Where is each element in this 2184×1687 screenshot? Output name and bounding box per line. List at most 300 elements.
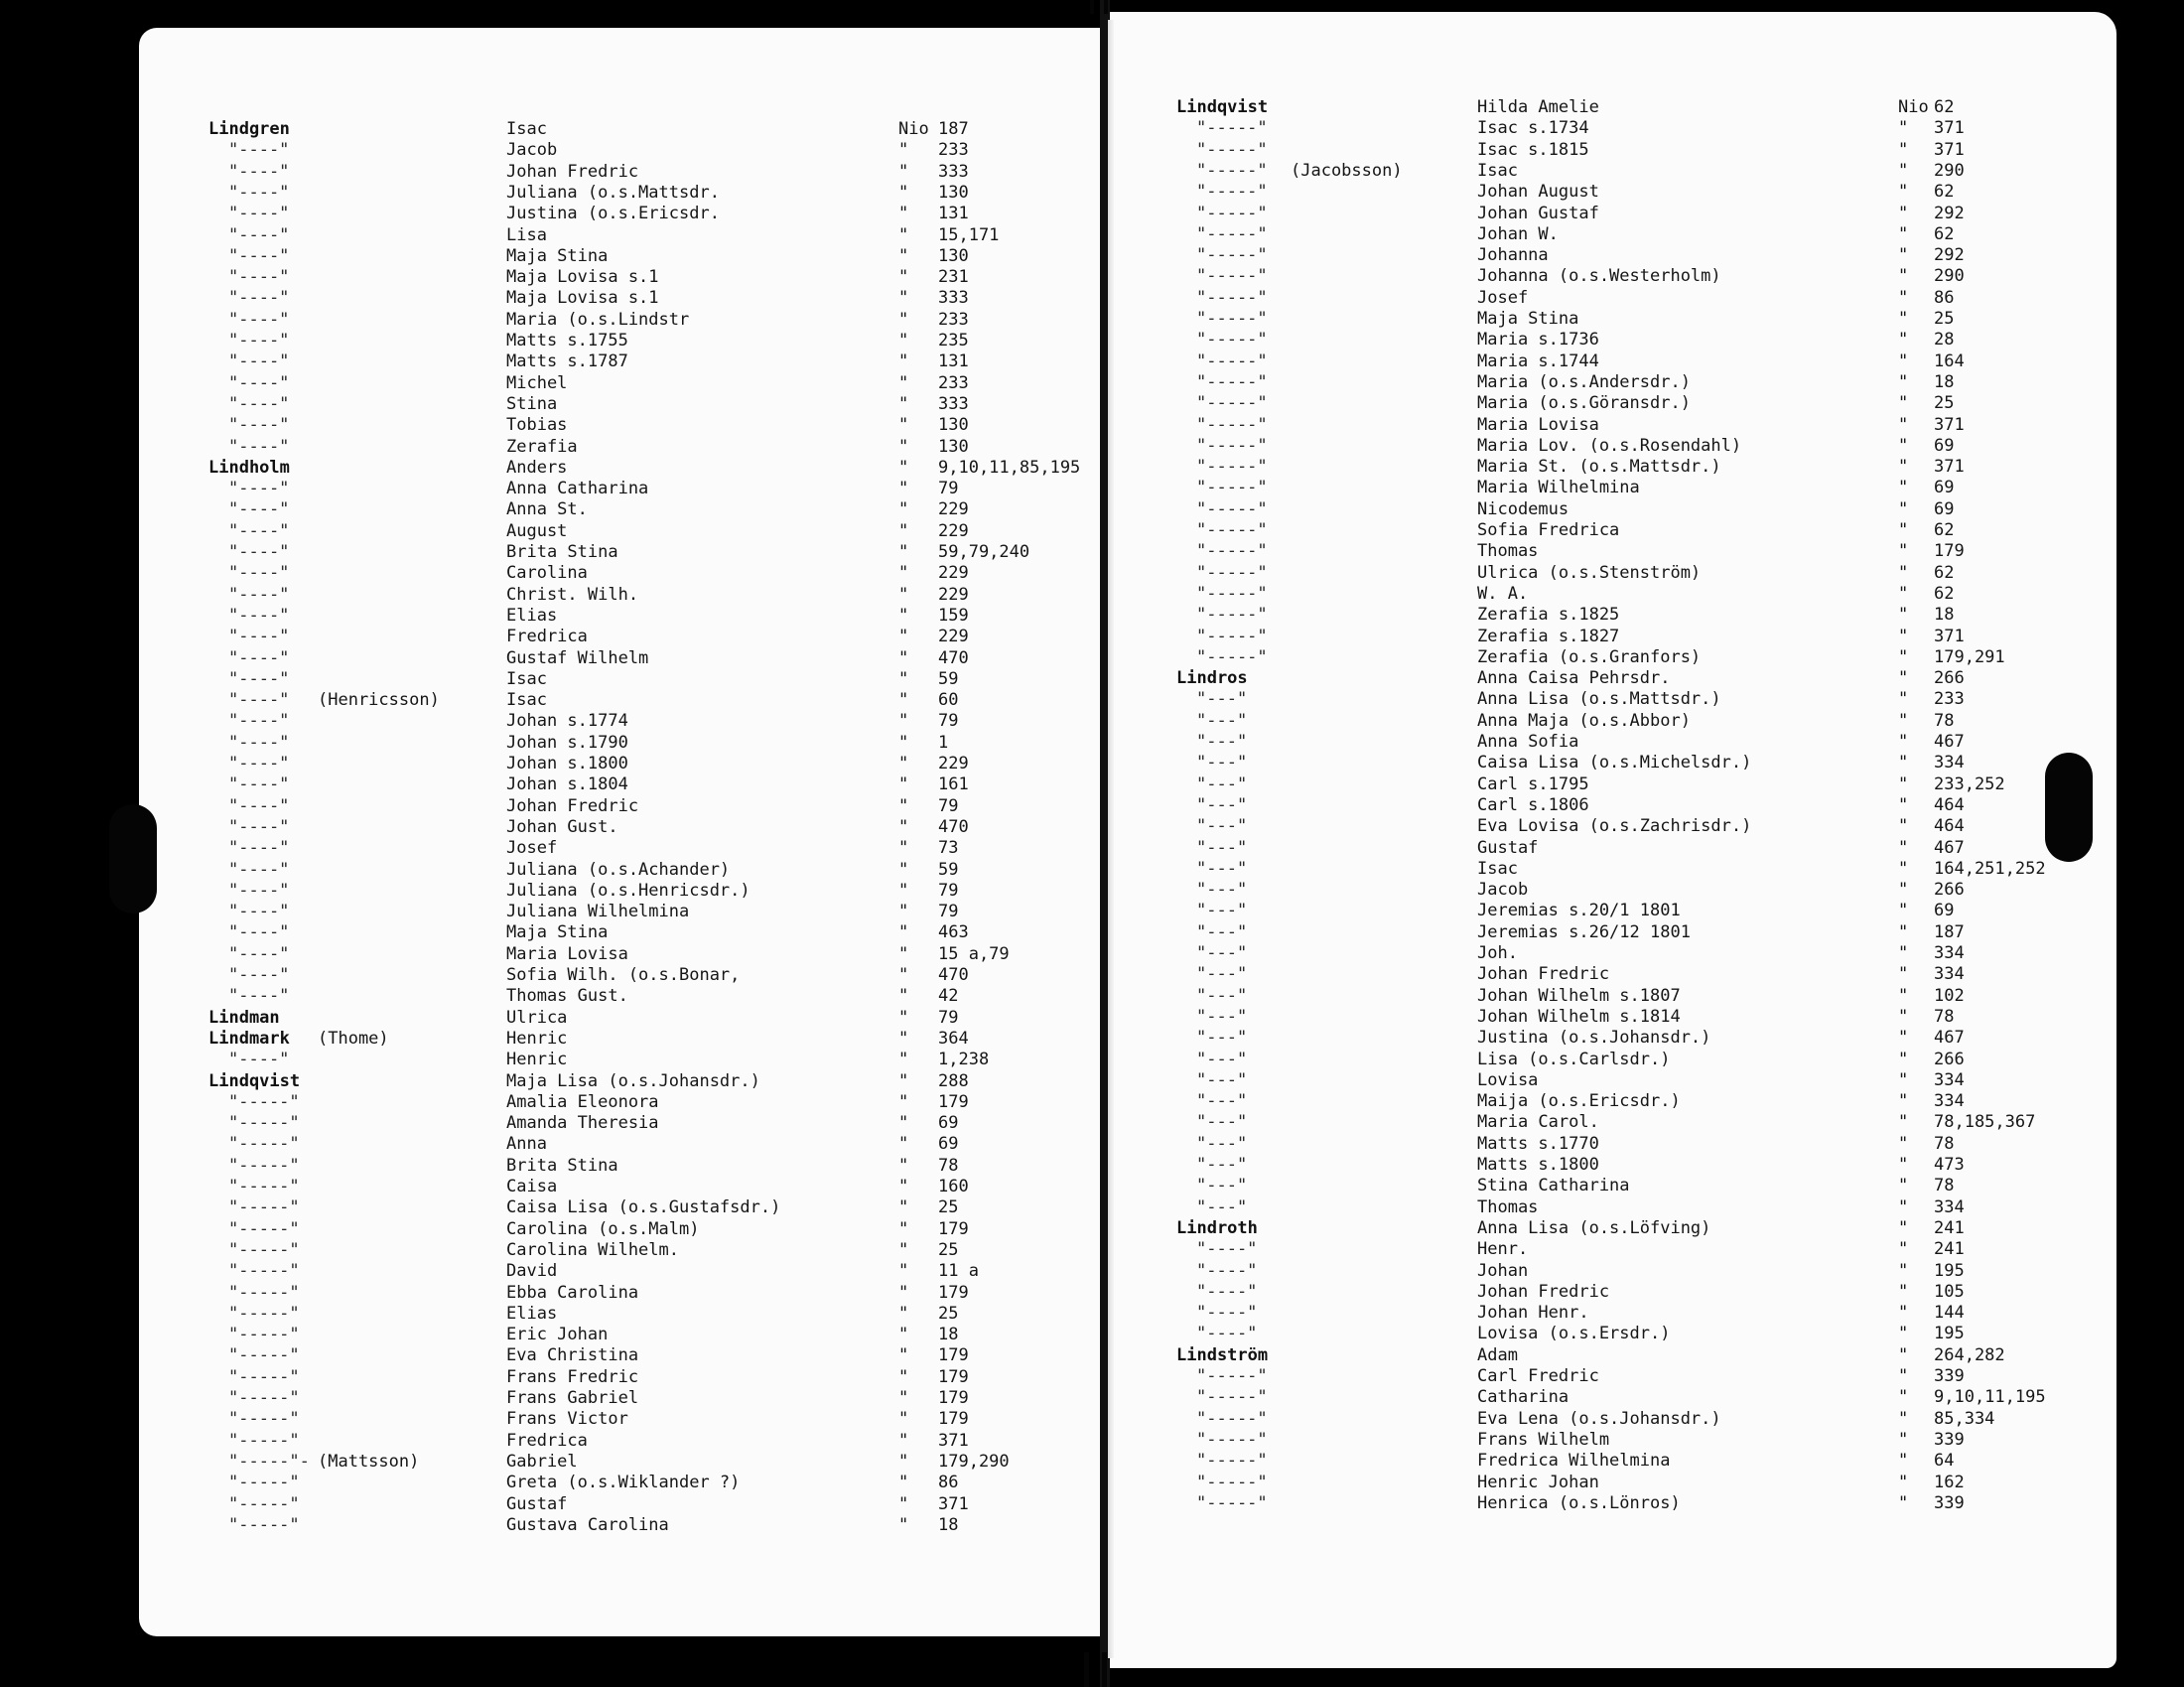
entry-given: Greta (o.s.Wiklander ?): [506, 1473, 741, 1493]
entry-given: Isac: [506, 119, 547, 139]
entry-given: Brita Stina: [506, 542, 618, 562]
entry-given: Carl Fredric: [1477, 1366, 1599, 1386]
index-entry-row: [0, 1492, 1965, 1514]
entry-surname: "-----": [1196, 1408, 1268, 1429]
entry-ref: 266: [1934, 880, 1965, 901]
entry-given: Matts s.1787: [506, 351, 628, 372]
index-entry-row: [0, 1515, 993, 1536]
index-entry-row: [0, 97, 1955, 118]
entry-surname: "-----": [228, 1388, 300, 1408]
entry-ditto: ": [1898, 837, 1909, 858]
entry-ref: 231: [938, 267, 969, 288]
entry-surname: "----": [228, 838, 290, 859]
entry-ref: 179,290: [938, 1451, 1010, 1472]
entry-ref: 62: [1934, 182, 1955, 203]
entry-surname: Lindros: [1176, 668, 1248, 689]
entry-ref: 64: [1934, 1451, 1955, 1472]
entry-ditto: ": [898, 986, 909, 1007]
entry-surname: "---": [1196, 1091, 1248, 1112]
index-entry-row: [0, 139, 1965, 161]
entry-surname: "-----": [228, 1514, 300, 1535]
entry-given: Anna St.: [506, 499, 588, 520]
entry-surname: "----": [228, 1050, 290, 1070]
index-entry-row: [0, 605, 1955, 626]
spine-mark-bottom-b: [1102, 1652, 1107, 1687]
index-entry-row: [0, 1217, 1965, 1239]
entry-ref: 292: [1934, 245, 1965, 266]
entry-ditto: ": [1898, 245, 1909, 266]
entry-given: Ulrica (o.s.Stenström): [1477, 562, 1702, 583]
entry-ref: 69: [938, 1113, 959, 1134]
entry-ditto: ": [898, 1303, 909, 1324]
entry-ref: 333: [938, 288, 969, 309]
entry-given: Matts s.1800: [1477, 1155, 1599, 1175]
entry-ditto: ": [1898, 414, 1909, 435]
entry-given: Lisa: [506, 224, 547, 245]
entry-ref: 235: [938, 331, 969, 351]
entry-ditto: ": [898, 732, 909, 753]
entry-surname: "-----": [1196, 626, 1268, 646]
entry-surname: "-----": [1196, 498, 1268, 519]
entry-given: Tobias: [506, 415, 568, 436]
entry-surname: "-----": [1196, 1451, 1268, 1472]
entry-given: Thomas: [1477, 1196, 1539, 1217]
index-entry-row: [0, 498, 1955, 520]
entry-surname: "----": [228, 393, 290, 414]
entry-ditto: ": [1898, 1112, 1909, 1133]
entry-given: Maria St. (o.s.Mattsdr.): [1477, 457, 1721, 478]
entry-surname: "-----": [1196, 393, 1268, 414]
entry-ditto: ": [1898, 985, 1909, 1006]
entry-ref: 62: [1934, 97, 1955, 117]
entry-ditto: ": [1898, 1028, 1909, 1049]
entry-ditto: ": [1898, 351, 1909, 371]
index-entry-row: [0, 1472, 1965, 1493]
entry-ditto: ": [898, 563, 909, 584]
entry-ref: 464: [1934, 794, 1965, 815]
entry-surname: Lindholm: [208, 457, 290, 478]
entry-surname: "-----": [1196, 414, 1268, 435]
entry-ditto: ": [1898, 1344, 1909, 1365]
entry-surname: "----": [228, 563, 290, 584]
entry-ditto: ": [1898, 880, 1909, 901]
entry-given: Amanda Theresia: [506, 1113, 659, 1134]
entry-ditto: ": [1898, 858, 1909, 879]
entry-ditto: ": [1898, 1091, 1909, 1112]
entry-surname: "-----": [1196, 139, 1268, 160]
entry-given: Anna Caisa Pehrsdr.: [1477, 668, 1671, 689]
entry-ref: 179: [938, 1345, 969, 1366]
entry-ditto: ": [898, 309, 909, 330]
entry-surname: "---": [1196, 710, 1248, 731]
entry-given: Justina (o.s.Johansdr.): [1477, 1028, 1711, 1049]
entry-ref: 241: [1934, 1217, 1965, 1238]
entry-surname: "-----": [228, 1345, 300, 1366]
entry-ref: 130: [938, 182, 969, 203]
entry-ref: 241: [1934, 1239, 1965, 1260]
entry-ref: 79: [938, 880, 959, 901]
entry-ref: 85,334: [1934, 1408, 1995, 1429]
entry-ditto: ": [898, 1218, 909, 1239]
entry-ditto: ": [898, 245, 909, 266]
entry-surname: "----": [228, 331, 290, 351]
entry-surname: "-----": [1196, 287, 1268, 308]
index-entry-row: [0, 1324, 1965, 1344]
entry-ditto: ": [898, 161, 909, 182]
entry-ditto: ": [898, 1155, 909, 1176]
entry-given: Isac s.1815: [1477, 139, 1589, 160]
entry-ref: 179: [938, 1091, 969, 1112]
entry-ditto: Nio: [898, 119, 929, 139]
entry-ditto: ": [898, 1091, 909, 1112]
entry-given: Eva Lovisa (o.s.Zachrisdr.): [1477, 816, 1752, 837]
entry-ditto: ": [898, 499, 909, 520]
entry-ref: 467: [1934, 1028, 1965, 1049]
index-entry-row: [0, 1429, 1965, 1451]
entry-surname: "----": [228, 774, 290, 795]
entry-given: Caisa: [506, 1177, 558, 1196]
entry-surname: "----": [228, 627, 290, 647]
entry-given: Maria Wilhelmina: [1477, 478, 1640, 498]
entry-given: Eva Christina: [506, 1345, 639, 1366]
entry-ditto: ": [898, 859, 909, 880]
entry-ref: 18: [1934, 605, 1955, 626]
entry-ref: 78: [1934, 1006, 1955, 1027]
entry-ref: 179: [938, 1366, 969, 1387]
entry-ref: 371: [938, 1430, 969, 1451]
entry-surname: "-----": [1196, 1492, 1268, 1513]
index-entry-row: [0, 182, 1955, 203]
entry-given: Stina Catharina: [1477, 1176, 1630, 1196]
entry-given: Johan s.1800: [506, 754, 628, 773]
entry-surname: "-----": [1196, 478, 1268, 498]
entry-ref: 69: [1934, 478, 1955, 498]
entry-given: Henric: [506, 1028, 568, 1049]
entry-given: Johan W.: [1477, 223, 1559, 244]
entry-surname: "----": [228, 479, 290, 499]
entry-ref: 130: [938, 436, 969, 457]
entry-ditto: ": [898, 668, 909, 689]
entry-ref: 364: [938, 1028, 969, 1049]
entry-ditto: ": [898, 711, 909, 732]
entry-given: Johan Fredric: [1477, 964, 1610, 985]
spine-gap: [1108, 20, 1114, 1658]
spine-mark-top-b: [1104, 0, 1108, 14]
entry-given: Johan Gustaf: [1477, 203, 1599, 223]
entry-ref: 179: [938, 1218, 969, 1239]
entry-ditto: ": [1898, 794, 1909, 815]
entry-given: Elias: [506, 1303, 558, 1324]
entry-ditto: ": [1898, 1303, 1909, 1324]
index-entry-row: [0, 1260, 1965, 1282]
entry-surname: "----": [228, 690, 290, 711]
entry-ref: 60: [938, 690, 959, 711]
entry-ref: 371: [1934, 457, 1965, 478]
entry-ref: 233: [938, 372, 969, 393]
entry-ditto: ": [1898, 1451, 1909, 1472]
entry-surname: "----": [228, 436, 290, 457]
entry-ditto: ": [1898, 1492, 1909, 1513]
entry-ditto: ": [1898, 498, 1909, 519]
index-entry-row: [0, 562, 1955, 584]
entry-given: Johan Fredric: [1477, 1281, 1610, 1302]
entry-ditto: ": [898, 838, 909, 859]
entry-ditto: ": [898, 288, 909, 309]
entry-surname: "-----": [228, 1134, 300, 1155]
entry-given: Stina: [506, 393, 558, 414]
entry-ditto: Nio: [1898, 97, 1929, 117]
entry-surname: "----": [228, 309, 290, 330]
entry-given: Juliana (o.s.Mattsdr.: [506, 182, 720, 203]
entry-ref: 144: [1934, 1303, 1965, 1324]
entry-ref: 69: [1934, 498, 1955, 519]
index-entry-row: [0, 1451, 1955, 1472]
entry-ref: 195: [1934, 1324, 1965, 1344]
entry-alias: (Mattsson): [318, 1451, 420, 1472]
entry-ditto: ": [1898, 816, 1909, 837]
entry-ref: 233,252: [1934, 773, 2005, 794]
entry-ref: 334: [1934, 964, 1965, 985]
entry-ditto: ": [898, 1070, 909, 1091]
entry-ref: 86: [1934, 287, 1955, 308]
entry-surname: "---": [1196, 1176, 1248, 1196]
entry-ref: 470: [938, 647, 969, 668]
index-entry-row: [0, 1049, 1965, 1070]
entry-ref: 62: [1934, 520, 1955, 540]
entry-given: Gustaf: [506, 1493, 568, 1514]
index-entry-row: [0, 1133, 1955, 1155]
entry-ditto: ": [898, 204, 909, 224]
entry-ref: 78: [1934, 1133, 1955, 1154]
entry-given: Isac s.1734: [1477, 118, 1589, 139]
entry-ref: 290: [1934, 266, 1965, 287]
entry-ditto: ": [898, 943, 909, 964]
entry-ref: 25: [1934, 309, 1955, 329]
entry-given: Maria Carol.: [1477, 1112, 1599, 1133]
entry-surname: "----": [1196, 1260, 1258, 1281]
entry-ref: 229: [938, 754, 969, 773]
entry-given: Maja Lovisa s.1: [506, 267, 659, 288]
entry-given: Isac: [1477, 858, 1518, 879]
entry-ditto: ": [1898, 562, 1909, 583]
entry-ref: 187: [938, 119, 969, 139]
entry-ditto: ": [1898, 330, 1909, 351]
entry-ref: 86: [938, 1473, 959, 1493]
entry-ditto: ": [898, 690, 909, 711]
entry-given: Maija (o.s.Ericsdr.): [1477, 1091, 1681, 1112]
entry-surname: "---": [1196, 1196, 1248, 1217]
entry-given: Frans Wilhelm: [1477, 1429, 1610, 1450]
entry-ditto: ": [1898, 118, 1909, 139]
entry-ref: 18: [938, 1514, 959, 1535]
entry-given: Maja Stina: [1477, 309, 1579, 329]
entry-given: Catharina: [1477, 1387, 1570, 1408]
entry-given: Carl s.1795: [1477, 773, 1589, 794]
entry-ditto: ": [1898, 1260, 1909, 1281]
entry-given: Carolina (o.s.Malm): [506, 1218, 700, 1239]
entry-surname: "---": [1196, 901, 1248, 921]
entry-surname: "-----": [228, 1473, 300, 1493]
entry-ref: 25: [938, 1197, 959, 1218]
entry-ditto: ": [898, 880, 909, 901]
entry-surname: "-----": [1196, 457, 1268, 478]
entry-ditto: ": [1898, 964, 1909, 985]
entry-ditto: ": [898, 816, 909, 837]
entry-surname: Lindman: [208, 1007, 280, 1028]
index-entry-row: [0, 1112, 2036, 1133]
entry-surname: "-----": [1196, 203, 1268, 223]
index-entry-row: [0, 160, 1965, 182]
entry-given: Maja Lisa (o.s.Johansdr.): [506, 1070, 760, 1091]
index-entry-row: [0, 541, 1965, 562]
entry-ditto: ": [1898, 1176, 1909, 1196]
entry-given: Carolina Wilhelm.: [506, 1239, 679, 1260]
entry-ditto: ": [898, 372, 909, 393]
entry-surname: "----": [1196, 1324, 1258, 1344]
entry-ref: 470: [938, 816, 969, 837]
entry-ref: 79: [938, 902, 959, 922]
entry-surname: "----": [228, 288, 290, 309]
entry-ref: 102: [1934, 985, 1965, 1006]
entry-surname: "---": [1196, 964, 1248, 985]
entry-surname: "----": [1196, 1281, 1258, 1302]
entry-given: August: [506, 520, 568, 541]
entry-ditto: ": [898, 1007, 909, 1028]
index-entry-row: [0, 1091, 1965, 1112]
entry-ref: 334: [1934, 1091, 1965, 1112]
entry-given: Johan Wilhelm s.1814: [1477, 1006, 1681, 1027]
entry-given: Johan Gust.: [506, 816, 618, 837]
entry-ref: 164: [1934, 351, 1965, 371]
entry-ditto: ": [1898, 1429, 1909, 1450]
entry-given: Michel: [506, 372, 568, 393]
index-entry-row: [0, 309, 1955, 330]
entry-ref: 62: [1934, 223, 1955, 244]
entry-ditto: ": [898, 393, 909, 414]
entry-surname: "----": [228, 224, 290, 245]
entry-ditto: ": [1898, 478, 1909, 498]
entry-surname: "----": [228, 161, 290, 182]
entry-ref: 78: [1934, 710, 1955, 731]
entry-surname: "----": [228, 647, 290, 668]
index-entry-row: [0, 118, 1965, 139]
index-entry-row: [0, 1344, 2005, 1366]
entry-ditto: ": [1898, 732, 1909, 752]
entry-ref: 73: [938, 838, 959, 859]
entry-ditto: ": [898, 1430, 909, 1451]
entry-surname: "-----": [1196, 605, 1268, 626]
entry-given: Matts s.1770: [1477, 1133, 1599, 1154]
entry-ditto: ": [1898, 921, 1909, 942]
entry-ditto: ": [898, 415, 909, 436]
entry-surname: "-----": [228, 1282, 300, 1303]
entry-surname: "----": [228, 965, 290, 985]
entry-given: Fredrica Wilhelmina: [1477, 1451, 1671, 1472]
entry-ref: 463: [938, 922, 969, 943]
entry-ditto: ": [1898, 626, 1909, 646]
entry-ref: 79: [938, 711, 959, 732]
entry-surname: "-----": [228, 1113, 300, 1134]
entry-given: Maja Lovisa s.1: [506, 288, 659, 309]
entry-given: Isac: [506, 690, 547, 711]
entry-ref: 42: [938, 986, 959, 1007]
entry-ditto: ": [898, 1345, 909, 1366]
entry-given: Eric Johan: [506, 1325, 609, 1345]
entry-surname: "----": [228, 943, 290, 964]
entry-ditto: ": [1898, 583, 1909, 604]
entry-ditto: ": [898, 774, 909, 795]
entry-ditto: ": [1898, 689, 1909, 710]
index-entry-row: [0, 330, 1955, 351]
entry-surname: "----": [228, 816, 290, 837]
index-entry-row: [0, 1387, 2046, 1408]
entry-ditto: ": [898, 457, 909, 478]
entry-surname: "-----": [1196, 1472, 1268, 1492]
entry-given: Henric Johan: [1477, 1472, 1599, 1492]
entry-ditto: ": [1898, 139, 1909, 160]
entry-ref: 59: [938, 859, 959, 880]
index-entry-row: [0, 964, 1965, 985]
entry-surname: "----": [228, 542, 290, 562]
entry-ditto: ": [898, 436, 909, 457]
index-entry-row: [0, 1069, 1965, 1091]
entry-ditto: ": [898, 584, 909, 605]
entry-surname: "----": [228, 668, 290, 689]
entry-ref: 229: [938, 499, 969, 520]
entry-ref: 333: [938, 393, 969, 414]
entry-surname: "---": [1196, 837, 1248, 858]
entry-surname: "---": [1196, 880, 1248, 901]
entry-ref: 266: [1934, 1049, 1965, 1069]
entry-surname: "----": [228, 754, 290, 773]
entry-given: Jacob: [506, 140, 558, 161]
entry-alias: (Thome): [318, 1028, 389, 1049]
entry-given: Jacob: [1477, 880, 1529, 901]
entry-surname: "---": [1196, 1028, 1248, 1049]
entry-given: Eva Lena (o.s.Johansdr.): [1477, 1408, 1721, 1429]
entry-surname: "-----": [228, 1430, 300, 1451]
index-entry-row: [0, 245, 1965, 266]
entry-surname: "-----": [1196, 266, 1268, 287]
entry-given: Juliana (o.s.Henricsdr.): [506, 880, 751, 901]
entry-ref: 334: [1934, 1069, 1965, 1090]
entry-ditto: ": [898, 1282, 909, 1303]
index-entry-row: [0, 1366, 1965, 1387]
index-entry-row: [0, 1239, 1965, 1260]
entry-ditto: ": [1898, 605, 1909, 626]
entry-ref: 62: [1934, 583, 1955, 604]
entry-ditto: ": [898, 902, 909, 922]
entry-given: Joh.: [1477, 943, 1518, 963]
index-entry-row: [0, 583, 1955, 605]
entry-surname: "---": [1196, 816, 1248, 837]
entry-surname: "-----": [1196, 118, 1268, 139]
entry-ref: 25: [938, 1303, 959, 1324]
entry-ditto: ": [1898, 223, 1909, 244]
entry-surname: "----": [228, 584, 290, 605]
entry-given: Anna Lisa (o.s.Mattsdr.): [1477, 689, 1721, 710]
entry-ditto: ": [898, 224, 909, 245]
entry-given: Henric: [506, 1050, 568, 1070]
entry-ditto: ": [898, 922, 909, 943]
index-entry-row: [0, 1028, 1965, 1049]
entry-given: Lovisa: [1477, 1069, 1539, 1090]
index-entry-row: [0, 626, 1965, 647]
entry-given: Fredrica: [506, 627, 588, 647]
entry-ref: 78: [938, 1155, 959, 1176]
entry-surname: "----": [228, 415, 290, 436]
index-entry-row: [0, 203, 1965, 224]
